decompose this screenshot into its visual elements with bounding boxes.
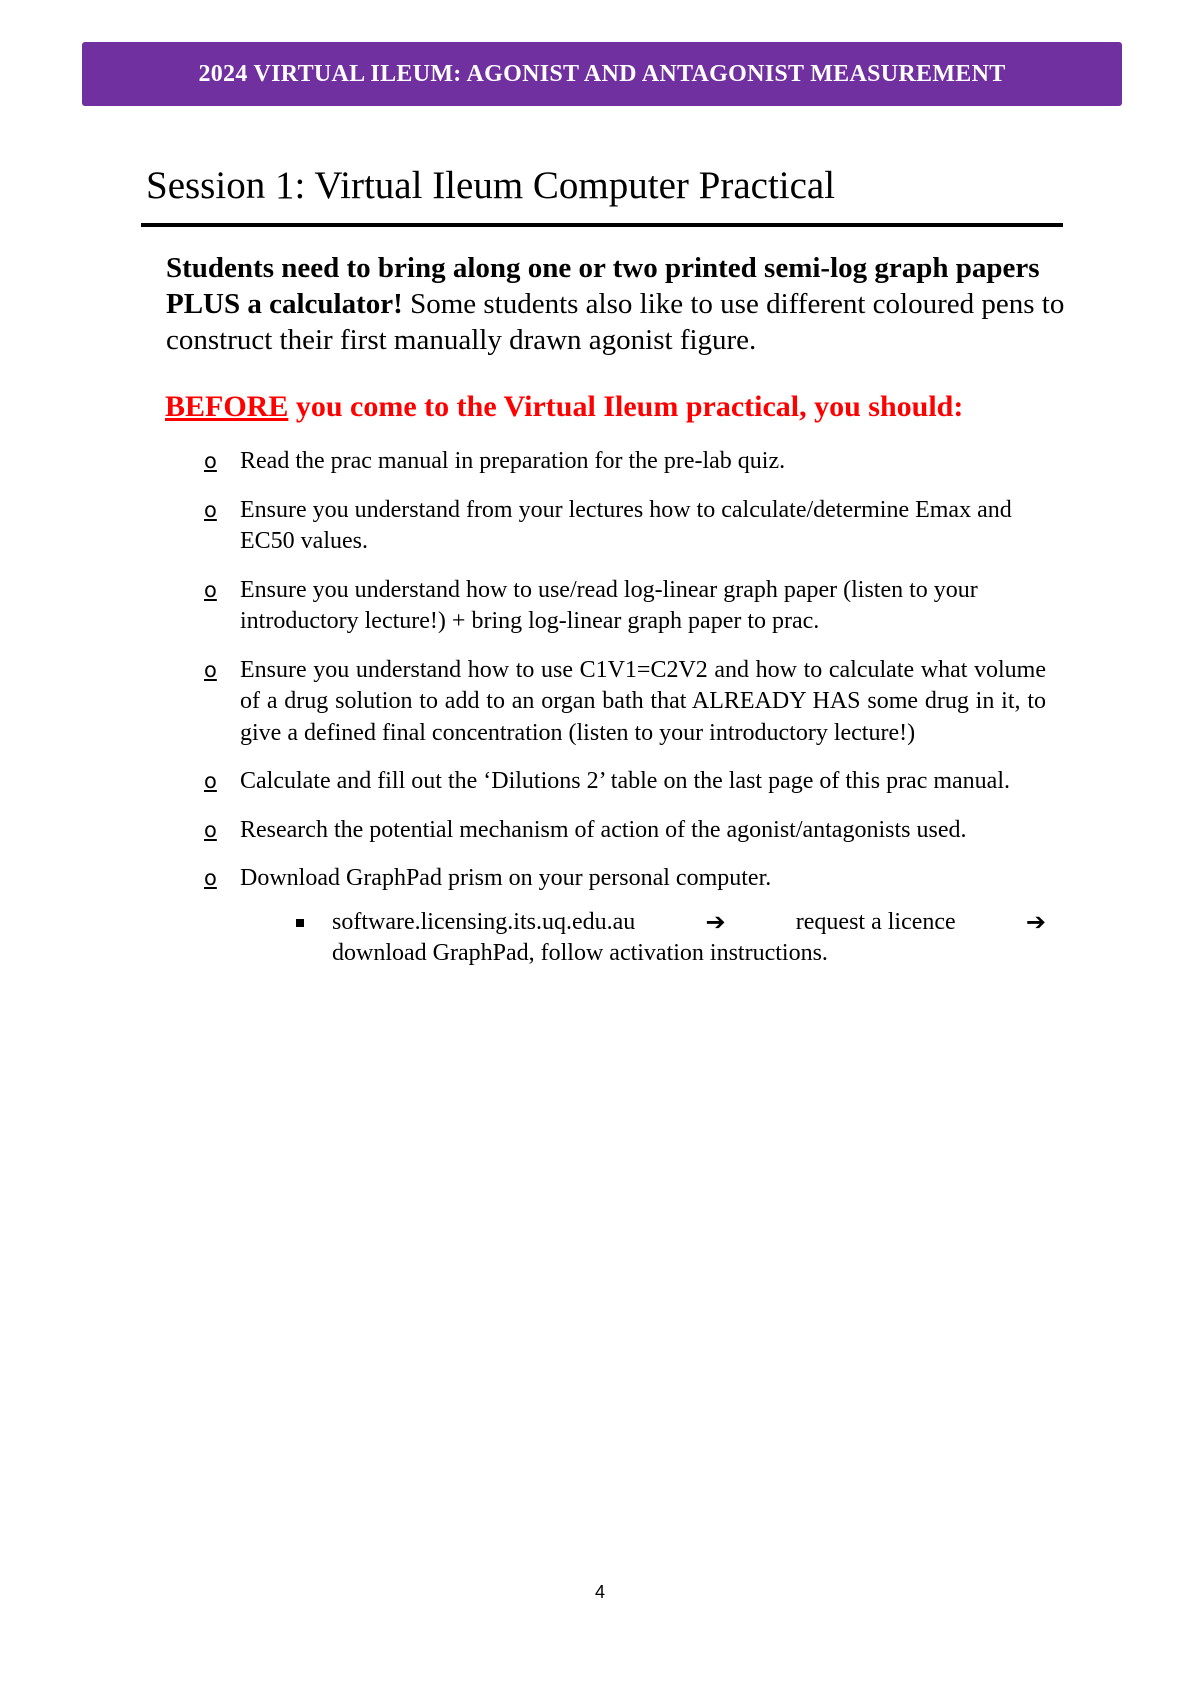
intro-bold-text: Students need to bring along one or two printed semi-log graph papers PLUS a calculator! <box>166 252 1040 320</box>
checklist-item <box>204 575 1046 638</box>
intro-normal-text: Some students also like to use different coloured pens to construct their first manually drawn agonist figure. <box>166 288 1065 356</box>
checklist-item <box>204 815 1046 847</box>
request-licence-text: request a licence <box>795 908 956 935</box>
checklist-item-text: Ensure you understand how to use/read log-linear graph paper (listen to your introductory lecture!) + bring log-linear graph paper to prac. <box>240 576 978 634</box>
circle-bullet-icon: o <box>204 817 217 842</box>
title-divider <box>141 223 1063 227</box>
intro-paragraph <box>166 250 1066 358</box>
checklist-item <box>204 495 1046 558</box>
circle-bullet-icon: o <box>204 769 217 793</box>
checklist-item <box>204 863 1046 970</box>
preparation-checklist <box>204 446 1046 987</box>
page-number: 4 <box>594 1582 605 1602</box>
checklist-item-text: Research the potential mechanism of action of the agonist/antagonists used. <box>240 816 967 843</box>
before-underlined: BEFORE <box>165 390 289 423</box>
download-instructions-text: download GraphPad, follow activation instructions. <box>332 940 828 966</box>
sub-list-item <box>240 907 1046 970</box>
checklist-item-text: Calculate and fill out the ‘Dilutions 2’ table on the last page of this prac manual. <box>240 768 1011 794</box>
checklist-item-text: Ensure you understand how to use C1V1=C2V2 and how to calculate what volume of a drug solution to add to an organ bath that ALREADY HAS some drug in it, to give a defined final concentration (listen to your introductory lecture!) <box>240 656 1046 746</box>
banner-title: 2024 VIRTUAL ILEUM: AGONIST AND ANTAGONIST MEASUREMENT <box>198 60 1006 87</box>
right-arrow-icon: ➔ <box>705 907 726 936</box>
licensing-site-text: software.licensing.its.uq.edu.au <box>332 908 636 935</box>
document-header-banner <box>82 42 1122 106</box>
square-bullet-icon <box>296 919 304 927</box>
before-rest: you come to the Virtual Ileum practical, you should: <box>288 390 964 423</box>
checklist-item-text: Read the prac manual in preparation for the pre-lab quiz. <box>240 448 786 474</box>
right-arrow-icon: ➔ <box>1025 907 1046 936</box>
checklist-item-text: Ensure you understand from your lectures how to calculate/determine Emax and EC50 values. <box>240 496 1012 554</box>
checklist-item-text: Download GraphPad prism on your personal computer. <box>240 865 772 891</box>
circle-bullet-icon: o <box>204 497 217 522</box>
circle-bullet-icon: o <box>204 657 217 682</box>
circle-bullet-icon: o <box>204 866 217 890</box>
download-sub-list <box>240 907 1046 970</box>
checklist-item <box>204 446 1046 478</box>
checklist-item <box>204 655 1046 750</box>
circle-bullet-icon: o <box>204 449 217 473</box>
session-title: Session 1: Virtual Ileum Computer Practical <box>146 164 836 207</box>
before-heading <box>165 390 963 424</box>
circle-bullet-icon: o <box>204 577 217 602</box>
checklist-item <box>204 766 1046 798</box>
sub-item-first-line <box>332 907 1046 939</box>
